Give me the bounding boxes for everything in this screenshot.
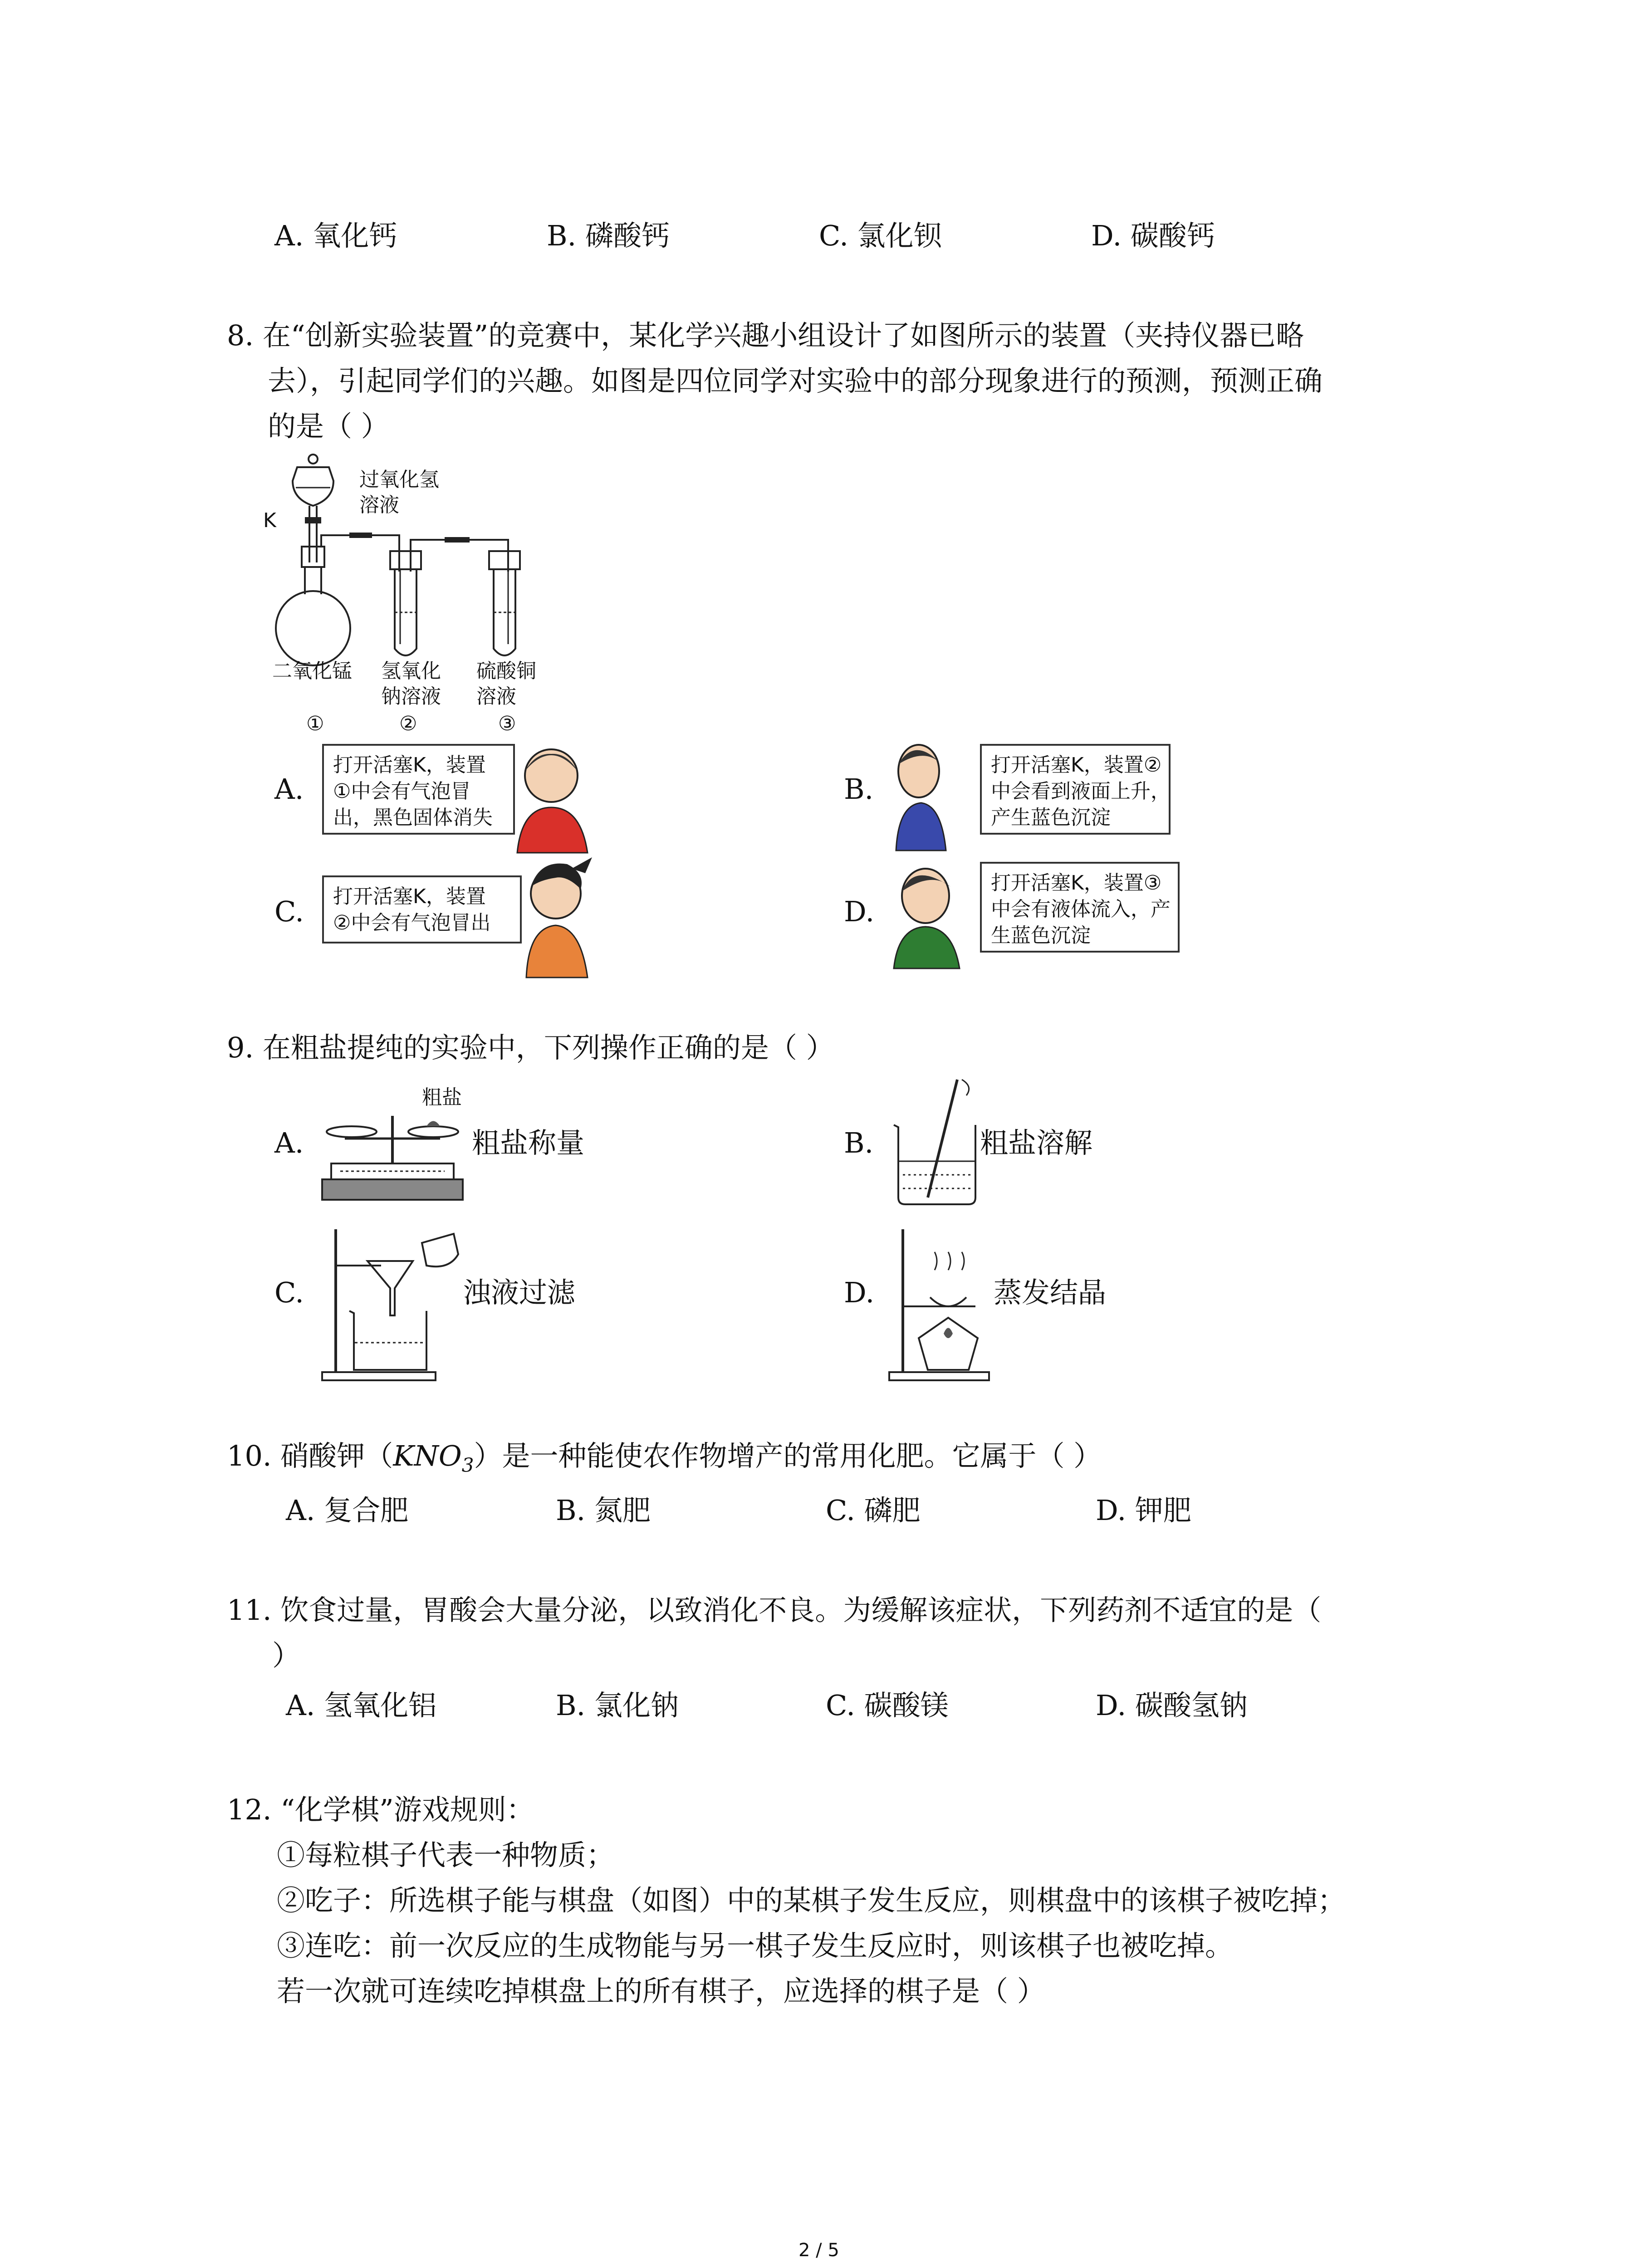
q9-option-d-label: 蒸发结晶 — [994, 1276, 1107, 1309]
bubble-line: 打开活塞K，装置 — [333, 753, 486, 777]
q12-rule-1: ①每粒棋子代表一种物质； — [277, 1838, 615, 1872]
q8-option-c-bubble — [322, 875, 522, 943]
tube2-label-2: 钠溶液 — [381, 685, 441, 708]
stopcock-k-label: K — [263, 509, 276, 532]
q10-stem — [227, 1433, 1102, 1488]
q7-option-a: A. 氧化钙 — [274, 219, 397, 252]
bubble-line: ①中会有气泡冒 — [333, 780, 471, 803]
bubble-line: 打开活塞K，装置 — [333, 885, 486, 908]
q8-stem-line-3: 的是（ ） — [268, 410, 389, 443]
q8-option-b-letter: B. — [844, 772, 874, 806]
tube3-label-1: 硫酸铜 — [476, 660, 536, 683]
q9-option-a-label: 粗盐称量 — [472, 1126, 585, 1159]
bubble-line: 打开活塞K，装置② — [991, 753, 1162, 777]
q11-stem-line-1: 11. 饮食过量，胃酸会大量分泌，以致消化不良。为缓解该症状，下列药剂不适宜的是（ — [227, 1593, 1322, 1627]
bubble-line: 出，黑色固体消失 — [333, 806, 493, 829]
bubble-line: ②中会有气泡冒出 — [333, 911, 491, 934]
q8-option-c-letter: C. — [274, 895, 304, 928]
bubble-line: 中会有液体流入，产 — [991, 898, 1171, 921]
q8-option-d-letter: D. — [844, 895, 875, 928]
q9-option-b-letter: B. — [844, 1126, 874, 1159]
filtration-illustration — [318, 1220, 467, 1383]
q8-option-b-bubble — [980, 744, 1171, 835]
q12-rule-3: ③连吃：前一次反应的生成物能与另一棋子发生反应时，则该棋子也被吃掉。 — [277, 1929, 1234, 1962]
number-3: ③ — [498, 712, 516, 735]
tube2-label-1: 氢氧化 — [381, 660, 441, 683]
flask-label: 二氧化锰 — [272, 660, 352, 683]
page-number: 2 / 5 — [798, 2240, 839, 2261]
q8-option-a-letter: A. — [274, 772, 304, 806]
q7-option-b: B. 磷酸钙 — [547, 219, 670, 252]
q7-option-c: C. 氯化钡 — [819, 219, 942, 252]
q9-option-c-label: 浊液过滤 — [463, 1276, 576, 1309]
q8-stem-line-1: 8. 在“创新实验装置”的竞赛中，某化学兴趣小组设计了如图所示的装置（夹持仪器已略 — [227, 319, 1304, 352]
funnel-label-1: 过氧化氢 — [359, 468, 439, 491]
student-d-figure — [887, 860, 969, 968]
q10-formula-subscript: 3 — [461, 1454, 474, 1476]
q9-stem: 9. 在粗盐提纯的实验中，下列操作正确的是（ ） — [227, 1031, 834, 1064]
q10-option-b: B. 氮肥 — [556, 1494, 651, 1527]
q9-option-d-letter: D. — [844, 1276, 875, 1309]
tube3-label-2: 溶液 — [476, 685, 516, 708]
q9-option-c-letter: C. — [274, 1276, 304, 1309]
student-b-figure — [887, 737, 960, 850]
beaker-stirring-illustration — [889, 1070, 989, 1207]
funnel-label-2: 溶液 — [359, 494, 399, 517]
balance-label: 粗盐 — [422, 1086, 462, 1109]
q12-question: 若一次就可连续吃掉棋盘上的所有棋子，应选择的棋子是（ ） — [277, 1975, 1045, 2008]
bubble-line: 打开活塞K，装置③ — [991, 871, 1162, 894]
q8-option-a-bubble — [322, 744, 515, 835]
student-a-figure — [508, 739, 594, 853]
q10-stem-after: ）是一种能使农作物增产的常用化肥。它属于（ ） — [474, 1439, 1102, 1472]
q7-option-d: D. 碳酸钙 — [1091, 219, 1215, 252]
q10-stem-before: 10. 硝酸钾（ — [227, 1439, 393, 1472]
q8-stem-line-2: 去），引起同学们的兴趣。如图是四位同学对实验中的部分现象进行的预测，预测正确 — [268, 364, 1323, 397]
student-c-figure — [513, 855, 603, 978]
bubble-line: 中会看到液面上升， — [991, 780, 1171, 803]
bubble-line: 产生蓝色沉淀 — [991, 806, 1111, 829]
q11-option-b: B. 氯化钠 — [556, 1689, 679, 1722]
q11-option-d: D. 碳酸氢钠 — [1096, 1689, 1248, 1722]
q8-apparatus-figure — [254, 449, 599, 739]
q11-option-a: A. 氢氧化铝 — [286, 1689, 437, 1722]
q9-option-b-label: 粗盐溶解 — [980, 1126, 1093, 1159]
q10-option-c: C. 磷肥 — [826, 1494, 921, 1527]
q8-option-d-bubble — [980, 862, 1180, 953]
q12-rule-2: ②吃子：所选棋子能与棋盘（如图）中的某棋子发生反应，则棋盘中的该棋子被吃掉； — [277, 1884, 1346, 1917]
q12-title: 12. “化学棋”游戏规则： — [227, 1793, 534, 1826]
evaporation-illustration — [885, 1220, 1003, 1383]
q10-option-d: D. 钾肥 — [1096, 1494, 1191, 1527]
q9-option-a-letter: A. — [274, 1126, 304, 1159]
q11-option-c: C. 碳酸镁 — [826, 1689, 949, 1722]
q10-option-a: A. 复合肥 — [286, 1494, 409, 1527]
number-2: ② — [399, 712, 417, 735]
q11-stem-line-2: ） — [272, 1639, 301, 1672]
bubble-line: 生蓝色沉淀 — [991, 924, 1091, 947]
number-1: ① — [306, 712, 324, 735]
q10-formula: KNO — [393, 1439, 462, 1472]
